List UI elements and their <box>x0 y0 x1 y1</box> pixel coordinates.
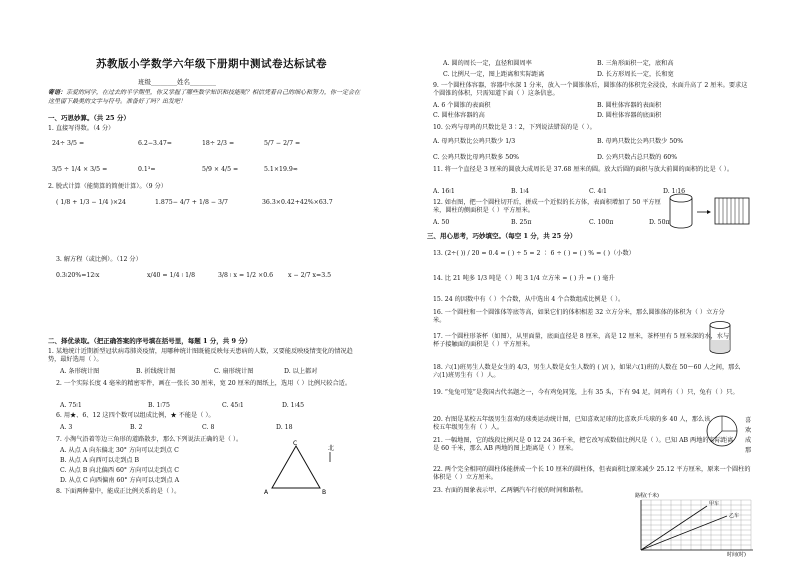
choice-6-option: D. 18 <box>276 424 293 431</box>
r12-question: 12. 如右图，把一个圆柱切开后，拼成一个近似的长方体，表面积增加了 50 平方厘米，圆柱的侧面积是（ ）平方厘米。 <box>433 199 661 214</box>
choice-6-option: B. 2 <box>130 424 143 431</box>
side-label: 成 <box>745 437 752 444</box>
triangle-label-b: B <box>322 489 327 496</box>
choice-7-option: A. 从点 A 向东偏北 30° 方向可以走到点 C <box>60 447 179 454</box>
r9-option: D. 圆柱体容器的底面积 <box>597 112 662 119</box>
q2-item: ( 1/8 + 1/3 − 1/4 )×24 <box>56 199 126 206</box>
q3-label: 3. 解方程（或比例）。（12 分） <box>56 256 142 263</box>
r10-option: C. 公鸡只数比母鸡只数多 50% <box>433 154 520 161</box>
choice-6-option: C. 8 <box>202 424 215 431</box>
r11-option: D. 1∶16 <box>663 188 686 195</box>
q2-item: 1.875− 4/7 + 1/8 − 3/7 <box>155 199 228 206</box>
intro-text <box>48 88 364 106</box>
r8-option: A. 圆的周长一定，直径和圆周率 <box>443 60 532 67</box>
choice-2-option: A. 75∶1 <box>60 402 82 409</box>
fill-20: 20. 右图是某校五年级男生喜欢的球类运动统计图，已知喜欢足球的比喜欢乒乓球的多 40 人，那么该校五年级男生有（ ）人。 <box>433 416 711 431</box>
choice-7-option: C. 从点 B 向北偏西 60° 方向可以走到点 C <box>60 467 179 474</box>
r9-question: 9. 一个圆柱体容器，容器中水深 1 分米，放入一个圆锥体后，圆锥体的体积完全浸没，水面升高了 2 厘米。要求这个圆锥的体积，只需知道下面（ ）这条信息。 <box>433 82 748 97</box>
choice-2-option: B. 1∶75 <box>148 402 170 409</box>
r8-option: C. 比例尺一定，图上距离和实际距离 <box>443 71 545 78</box>
series-label-yi: 乙车 <box>729 513 740 519</box>
fill-15: 15. 24 的因数中有（ ）个合数，从中选出 4 个合数组成比例是（ ）。 <box>433 296 625 303</box>
graph-xlabel: 时间(时) <box>727 552 746 558</box>
q2-item: 36.3×0.42+42%×63.7 <box>262 199 333 206</box>
r11-option: B. 1∶4 <box>511 188 529 195</box>
fill-23: 23. 右面的图象表示甲、乙两辆汽车行驶的时间和路程。 <box>433 487 588 494</box>
fill-18: 18. 六(1)班男生人数是女生的 4/3，男生人数是女生人数的 ( )/( )，如果六(1)班的人数在 50～60 人之间，那么六(1)班男生有（ ）人。 <box>433 364 741 379</box>
r8-option: B. 三角形面积一定，底和高 <box>597 60 674 67</box>
r11-option: A. 16∶1 <box>433 188 455 195</box>
choice-1-option: D. 以上都对 <box>284 368 318 375</box>
r10-option: A. 母鸡只数比公鸡只数少 1/3 <box>433 138 516 145</box>
r9-option: C. 圆柱体容器的高 <box>433 112 485 119</box>
r12-option: A. 50 <box>433 219 450 226</box>
q1-item: 6.2−3.47= <box>138 140 172 147</box>
choice-7-option: D. 从点 C 向西偏南 60° 方向可以走到点 A <box>60 477 180 484</box>
side-label: 喜 <box>745 417 752 424</box>
r10-question: 10. 公鸡与母鸡的只数比是 3∶2，下列说法错误的是（ ）。 <box>433 124 596 131</box>
class-name-line: 班级________姓名________ <box>138 78 216 86</box>
r12-option: B. 25π <box>511 219 532 226</box>
intro-label: 寄语： <box>48 89 67 96</box>
choice-1: 1. 某地统计近期新型冠状病毒肺炎疫情，用哪种统计图既能反映每天患病的人数，又要能反映疫情变化的情况趋势，最好选用（ ）。 <box>48 348 353 363</box>
cylinder-cut-figure <box>667 192 753 232</box>
q3-item: 0.3∶20%=12∶x <box>56 272 100 279</box>
q1-item: 5/7 − 2/7 = <box>264 140 301 147</box>
north-label: 北 <box>328 445 335 452</box>
fill-16: 16. 一个圆柱和一个圆锥体等底等高，如果它们的体积相差 32 立方分米，那么圆锥体的体积为（ ）立方分米。 <box>433 309 725 324</box>
q3-item: x − 2/7 x=3.5 <box>288 272 332 279</box>
series-label-jia: 甲车 <box>709 501 720 507</box>
graph-title: 路程(千米) <box>635 493 659 499</box>
r12-option: C. 100π <box>589 219 614 226</box>
fill-21: 21. 一幅地图，它的线段比例尺是 0 12 24 36千米，把它改写成数值比例尺是（ ）。已知 AB 两地的实际距离是 60 千米，那么 AB 两地的图上距离是（ ）厘米。 <box>433 437 734 452</box>
section-2-heading: 二、择优录取。（把正确答案的序号填在括号里，每题 1 分，共 9 分） <box>48 337 252 345</box>
choice-2-option: C. 45∶1 <box>222 402 244 409</box>
fill-19: 19. “兔兔可笼”是我国古代名题之一，今有鸡兔同笼，上有 35 头，下有 94 足，问鸡有（ ）只，兔有（ ）只。 <box>433 389 739 396</box>
choice-6: 6. 用★、6、12 这四个数可以组成比例，★ 不能是（ ）。 <box>56 412 215 419</box>
distance-time-graph <box>631 490 761 558</box>
page-title: 苏教版小学数学六年级下册期中测试卷达标试卷 <box>96 58 327 70</box>
r12-option: D. 50π <box>649 219 670 226</box>
fill-13: 13. (2÷( )) / 20 = 0.4 = ( ) ÷ 5 = 2 ∶ 6 ÷ ( ) = ( ) % = ( )（小数） <box>433 250 635 257</box>
choice-8: 8. 下面两种量中，能成正比例关系的是（ ）。 <box>56 488 181 495</box>
r8-option: D. 长方形周长一定，长和宽 <box>597 71 674 78</box>
fill-14: 14. 比 21 吨多 1/3 吨是（ ）吨 3 1/4 立方米 = ( ) 升 = ( ) 毫升 <box>433 275 615 282</box>
q2-label: 2. 脱式计算（能简算的简便计算）。（9 分） <box>48 183 167 190</box>
triangle-label-a: A <box>264 489 269 496</box>
fill-17: 17. 一个圆柱形茶杯（如图），从里面量，底面直径是 8 厘米，高是 12 厘米，茶杯里有 5 厘米深的水，水与杯子接触面的面积是（ ）平方厘米。 <box>433 333 730 348</box>
q1-item: 0.1³= <box>138 166 156 173</box>
triangle-label-c: C <box>293 440 298 447</box>
fill-22: 22. 两个完全相同的圆柱体能拼成一个长 10 厘米的圆柱体，但表面积比原来减少 25.12 平方厘米，原来一个圆柱的体积是（ ）立方厘米。 <box>433 466 751 481</box>
choice-1-option: B. 折线统计图 <box>136 368 176 375</box>
section-3-heading: 三、用心思考，巧妙填空。（每空 1 分，共 25 分） <box>427 232 577 240</box>
r9-option: B. 圆柱体容器的表面积 <box>597 102 662 109</box>
choice-1-option: C. 扇形统计图 <box>214 368 254 375</box>
choice-1-option: A. 条形统计图 <box>60 368 100 375</box>
intro-body: 亲爱的同学，在过去的半学期里，你又掌握了哪些数学知识和技能呢？相信凭着自己的细心和努力，你一定会在这里留下最美的文字与符号。准备好了吗？出发吧！ <box>48 89 361 105</box>
q1-item: 24÷ 3/5 = <box>52 140 85 147</box>
r10-option: D. 公鸡只数占总只数的 60% <box>597 154 678 161</box>
q1-item: 5.1×19.9≈ <box>264 166 298 173</box>
q1-item: 3/5 ÷ 1/4 × 3/5 = <box>52 166 108 173</box>
choice-7: 7. 小淘气沿着等边三角形的道路散步，那么下列说法正确的是（ ）。 <box>56 436 243 443</box>
side-label: 那 <box>745 447 752 454</box>
triangle-figure <box>256 440 336 496</box>
r9-option: A. 6 个圆锥的表面积 <box>433 102 491 109</box>
q3-item: x/40 = 1/4 ∶ 1/8 <box>147 272 196 279</box>
r11-question: 11. 将一个直径是 3 厘米的圆放大成周长是 37.68 厘米的圆。放大后圆的面积与放大前圆的面积的比是（ ）。 <box>433 166 734 173</box>
r10-option: B. 母鸡只数比公鸡只数少 50% <box>597 138 684 145</box>
q3-item: 3/8 ∶ x = 1/2 ×0.6 <box>218 272 274 279</box>
choice-2-option: D. 1∶45 <box>282 402 305 409</box>
q1-item: 5/9 × 4/5 = <box>202 166 239 173</box>
q1-label: 1. 直接写得数。（4 分） <box>48 125 115 132</box>
cup-figure <box>707 320 733 356</box>
choice-6-option: A. 3 <box>60 424 73 431</box>
q1-item: 18÷ 2/3 = <box>202 140 235 147</box>
choice-2: 2. 一个实际长度 4 毫米的精密零件，画在一张长 30 厘米，宽 20 厘米的图纸上，选用（ ）比例尺较合适。 <box>56 380 352 387</box>
side-label: 欢 <box>745 427 752 434</box>
section-1-heading: 一、巧思妙算。（共 25 分） <box>48 114 130 122</box>
r11-option: C. 4∶1 <box>589 188 607 195</box>
choice-7-option: B. 从点 A 向西可以走到点 B <box>60 457 140 464</box>
